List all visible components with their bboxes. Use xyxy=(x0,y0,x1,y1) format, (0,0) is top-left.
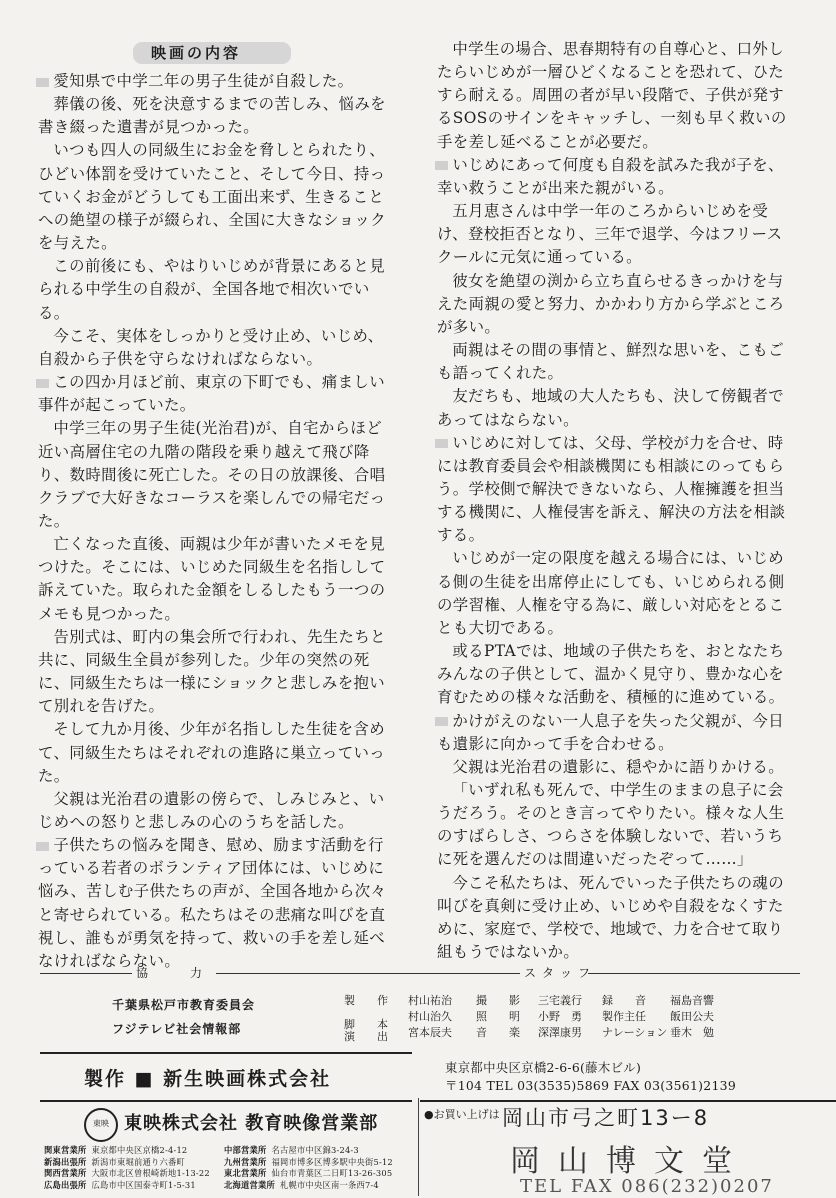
body-paragraph xyxy=(38,255,390,324)
paragraph-text: 父親は光治君の遺影に、穏やかに語りかける。 xyxy=(452,757,784,776)
shop-stamp-name: 岡山博文堂 xyxy=(510,1144,750,1179)
staff-name: 深澤康男 xyxy=(538,1026,582,1039)
cooperator: フジテレビ社会情報部 xyxy=(112,1022,242,1036)
office-name: 新潟出張所 xyxy=(44,1156,87,1167)
body-paragraph xyxy=(38,371,390,417)
staff-label: スタッフ xyxy=(524,966,597,980)
shop-stamp-address: 岡山市弓之町13ー8 xyxy=(502,1106,710,1130)
staff-role: 演 出 xyxy=(344,1030,388,1043)
cooperator: 千葉県松戸市教育委員会 xyxy=(112,998,256,1012)
paragraph-text: 葬儀の後、死を決意するまでの苦しみ、悩みを書き綴った遺書が見つかった。 xyxy=(38,95,386,137)
body-paragraph xyxy=(437,200,789,269)
staff-role: 製作主任 xyxy=(602,1010,646,1023)
body-paragraph xyxy=(437,872,789,965)
office-entry xyxy=(224,1179,379,1191)
office-address: 札幌市中央区南一条西7-4 xyxy=(279,1179,379,1190)
distributor-block xyxy=(40,1100,412,1192)
section-marker-icon xyxy=(36,78,49,87)
toei-logo: 東映 xyxy=(84,1108,118,1142)
body-paragraph xyxy=(38,325,390,371)
left-paragraphs xyxy=(38,70,390,973)
divider xyxy=(216,973,520,974)
paragraph-text: 五月恵さんは中学一年のころからいじめを受け、登校拒否となり、三年で退学、今はフリースクールに元気に通っている。 xyxy=(437,202,783,267)
staff-name: 村山祐治 xyxy=(408,994,452,1007)
shop-stamp-tel: TEL FAX 086(232)0207 xyxy=(520,1176,774,1197)
staff-name: 福島音響 xyxy=(670,994,714,1007)
body-paragraph xyxy=(437,547,789,640)
staff-name: 村山治久 xyxy=(408,1010,452,1023)
office-entry xyxy=(44,1179,196,1191)
staff-role: 撮 影 xyxy=(476,994,520,1007)
office-entry xyxy=(44,1167,210,1179)
paragraph-text: 中学三年の男子生徒(光治君)が、自宅からほど近い高層住宅の九階の階段を乗り越えて飛び降り、数時間後に死亡した。その日の放課後、合唱クラブで大好きなコーラスを楽しんでの帰宅だった。 xyxy=(38,419,386,530)
section-marker-icon xyxy=(435,161,448,170)
producer-address: 東京都中央区京橋2-6-6(藤木ビル) xyxy=(445,1060,642,1075)
office-address: 新潟市東堀前通り六番町 xyxy=(91,1156,185,1167)
paragraph-text: 友だちも、地域の大人たちも、決して傍観者であってはならない。 xyxy=(437,387,784,429)
paragraph-text: 子供たちの悩みを聞き、慰め、励ます活動を行っている若者のボランティア団体には、いじめに悩み、苦しむ子供たちの声が、全国各地から次々と寄せられている。私たちはその悲痛な叫びを直視し、誰もが勇気を持って、救いの手を差し延べなければならない。 xyxy=(38,836,387,970)
body-paragraph xyxy=(38,718,390,787)
body-paragraph xyxy=(437,640,789,709)
body-paragraph xyxy=(38,93,390,139)
shop-label: ●お買い上げは xyxy=(424,1108,500,1121)
staff-name: 宮本辰夫 xyxy=(408,1026,452,1039)
body-paragraph xyxy=(38,834,390,973)
body-paragraph xyxy=(38,788,390,834)
paragraph-text: 父親は光治君の遺影の傍らで、しみじみと、いじめへの怒りと悲しみの心のうちを話した。 xyxy=(38,789,385,831)
section-marker-icon xyxy=(435,717,448,726)
paragraph-text: そして九か月後、少年が名指しした生徒を含めて、同級生たちはそれぞれの進路に巣立っていった。 xyxy=(38,720,386,785)
paragraph-text: この前後にも、やはりいじめが背景にあると見られる中学生の自殺が、全国各地で相次いでいる。 xyxy=(38,257,385,322)
office-address: 大阪市北区曽根崎新地1-13-22 xyxy=(91,1168,210,1178)
paragraph-text: 彼女を絶望の渕から立ち直らせるきっかけを与えた両親の愛と努力、かかわり方から学ぶところが多い。 xyxy=(437,271,785,336)
body-paragraph xyxy=(437,756,789,779)
left-column xyxy=(38,38,390,973)
body-paragraph xyxy=(38,139,390,255)
office-address: 東京都中央区京橋2-4-12 xyxy=(91,1145,188,1155)
staff-name: 三宅義行 xyxy=(538,994,582,1007)
paragraph-text: 亡くなった直後、両親は少年が書いたメモを見つけた。そこには、いじめた同級生を名指しして訴えていた。取られた金額をしるしたもう一つのメモも見つかった。 xyxy=(38,535,386,623)
staff-role: 照 明 xyxy=(476,1010,520,1023)
cooperation-label: 協 力 xyxy=(136,966,209,980)
office-name: 中部営業所 xyxy=(224,1145,267,1155)
office-entry xyxy=(44,1144,187,1156)
divider xyxy=(588,973,800,974)
producer-contact: 〒104 TEL 03(3535)5869 FAX 03(3561)2139 xyxy=(445,1078,737,1093)
body-paragraph xyxy=(437,385,789,431)
body-paragraph xyxy=(437,779,789,872)
body-paragraph xyxy=(437,432,789,548)
right-column xyxy=(437,38,789,964)
office-name: 東北営業所 xyxy=(224,1168,267,1178)
body-paragraph xyxy=(38,533,390,626)
office-address: 福岡市博多区博多駅中央街5-12 xyxy=(271,1156,393,1167)
office-name: 関東営業所 xyxy=(44,1145,87,1155)
office-name: 広島出張所 xyxy=(44,1179,87,1190)
body-paragraph xyxy=(38,626,390,719)
office-name: 関西営業所 xyxy=(44,1168,87,1178)
credits-section xyxy=(40,964,800,1043)
paragraph-text: いじめが一定の限度を越える場合には、いじめる側の生徒を出席停止にしても、いじめられる側の学習権、人権を守る為に、厳しい対応をとることも大切である。 xyxy=(437,549,785,637)
section-marker-icon xyxy=(36,379,49,388)
body-paragraph xyxy=(38,70,390,93)
paragraph-text: この四か月ほど前、東京の下町でも、痛ましい事件が起こっていた。 xyxy=(38,373,385,415)
paragraph-text: 或るPTAでは、地域の子供たちを、おとなたちみんなの子供として、温かく見守り、豊かな心を育むための様々な活動を、積極的に進めている。 xyxy=(437,642,785,707)
paragraph-text: 告別式は、町内の集会所で行われ、先生たちと共に、同級生全員が参列した。少年の突然の死に、同級生たちは一様にショックと悲しみを抱いて別れを告げた。 xyxy=(38,627,386,716)
body-paragraph xyxy=(38,417,390,533)
divider xyxy=(40,973,132,974)
paragraph-text: 愛知県で中学二年の男子生徒が自殺した。 xyxy=(53,72,354,90)
right-paragraphs xyxy=(437,38,789,964)
staff-name: 飯田公夫 xyxy=(670,1010,714,1023)
office-name: 九州営業所 xyxy=(224,1156,267,1167)
paragraph-text: いじめに対しては、父母、学校が力を合せ、時には教育委員会や相談機関にも相談にのってもらう。学校側で解決できないなら、人権擁護を担当する機関に、人権侵害を訴え、解決の方法を相談する。 xyxy=(437,433,786,545)
staff-name: 垂木 勉 xyxy=(670,1026,714,1039)
staff-name: 小野 勇 xyxy=(538,1010,582,1023)
paragraph-text: かけがえのない一人息子を失った父親が、今日も遺影に向かって手を合わせる。 xyxy=(437,711,784,753)
office-address: 名古屋市中区錦3-24-3 xyxy=(271,1145,359,1155)
distributor-name: 東映株式会社 教育映像営業部 xyxy=(124,1113,379,1134)
office-address: 仙台市青葉区二日町13-26-305 xyxy=(271,1168,393,1178)
producer-name: 製作 ■ 新生映画株式会社 xyxy=(84,1068,332,1090)
office-entry xyxy=(224,1144,359,1156)
office-entry xyxy=(224,1167,392,1179)
body-paragraph xyxy=(437,38,789,154)
body-paragraph xyxy=(437,154,789,200)
divider xyxy=(418,1098,419,1196)
office-name: 北海道営業所 xyxy=(224,1179,275,1190)
staff-role: 製 作 xyxy=(344,994,388,1007)
office-entry xyxy=(44,1156,185,1168)
paragraph-text: 「いずれ私も死んで、中学生のままの息子に会うだろう。そのとき言ってやりたい。様々な人生のすばらしさ、つらさを体験しないで、若いうちに死を選んだのは間違いだったぞって……」 xyxy=(437,781,785,869)
office-entry xyxy=(224,1156,393,1168)
section-heading: 映画の内容 xyxy=(133,42,291,64)
section-marker-icon xyxy=(435,439,448,448)
body-paragraph xyxy=(437,339,789,385)
shop-block xyxy=(420,1100,836,1198)
section-marker-icon xyxy=(36,842,49,851)
paragraph-text: 両親はその間の事情と、鮮烈な思いを、こもごも語ってくれた。 xyxy=(437,341,784,383)
paragraph-text: 中学生の場合、思春期特有の自尊心と、口外したらいじめが一層ひどくなることを恐れて、ひたすら耐える。周囲の者が早い段階で、子供が発するSOSのサインをキャッチし、一刻も早く救いの手を差し延べることが必要だ。 xyxy=(437,40,787,151)
staff-role: ナレーション xyxy=(602,1026,668,1039)
body-paragraph xyxy=(437,710,789,756)
paragraph-text: いじめにあって何度も自殺を試みた我が子を、幸い救うことが出来た親がいる。 xyxy=(437,155,784,197)
body-paragraph xyxy=(437,270,789,339)
staff-role: 音 楽 xyxy=(476,1026,520,1039)
staff-role: 脚 本 xyxy=(344,1018,388,1031)
office-address: 広島市中区国泰寺町1-5-31 xyxy=(91,1179,196,1190)
paragraph-text: いつも四人の同級生にお金を脅しとられたり、ひどい体罰を受けていたこと、そして今日、持っていくお金がどうしても工面出来ず、生きることへの絶望の様子が綴られ、全国に大きなショックを与えた。 xyxy=(38,141,387,253)
paragraph-text: 今こそ私たちは、死んでいった子供たちの魂の叫びを真剣に受け止め、いじめや自殺をなくすために、家庭で、学校で、地域で、力を合せて取り組もうではないか。 xyxy=(437,873,784,962)
staff-role: 録 音 xyxy=(602,994,646,1007)
paragraph-text: 今こそ、実体をしっかりと受け止め、いじめ、自殺から子供を守らなければならない。 xyxy=(38,326,384,368)
producer-divider xyxy=(40,1052,412,1054)
